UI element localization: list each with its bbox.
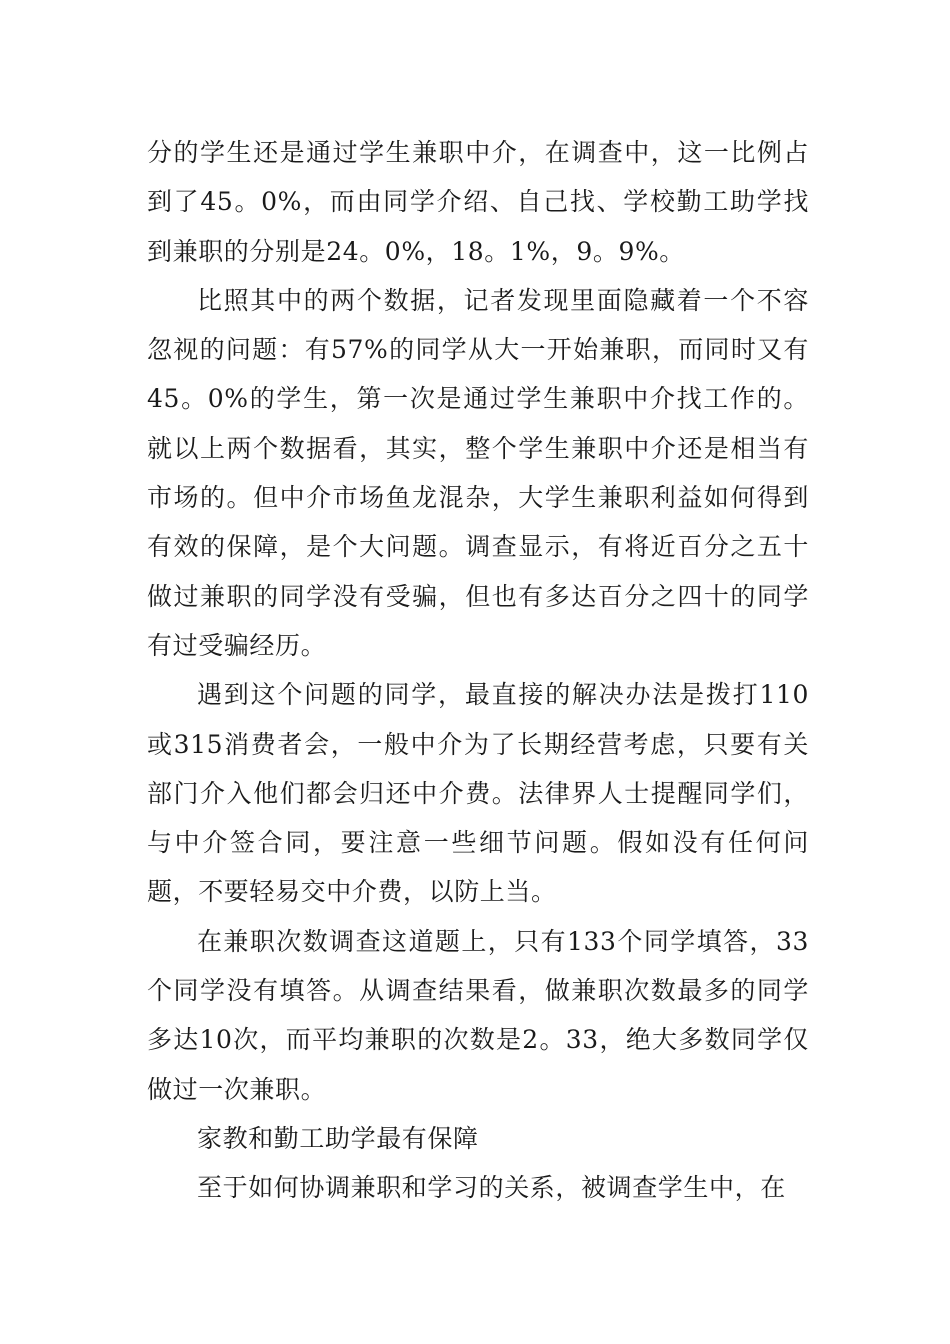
paragraph-solution-advice: 遇到这个问题的同学，最直接的解决办法是拨打110或315消费者会，一般中介为了长期经营考虑，只要有关部门介入他们都会归还中介费。法律界人士提醒同学们，与中介签合同，要注意一些细节问题。假如没有任何问题，不要轻易交中介费，以防上当。 — [147, 680, 809, 907]
paragraph-job-frequency: 在兼职次数调查这道题上，只有133个同学填答，33个同学没有填答。从调查结果看，做兼职次数最多的同学多达10次，而平均兼职的次数是2。33，绝大多数同学仅做过一次兼职。 — [147, 926, 809, 1104]
paragraph-intro-continuation: 分的学生还是通过学生兼职中介，在调查中，这一比例占到了45。0%，而由同学介绍、自己找、学校勤工助学找到兼职的分别是24。0%，18。1%，9。9%。 — [147, 138, 809, 266]
section-heading: 家教和勤工助学最有保障 — [197, 1123, 479, 1153]
paragraph-study-balance: 至于如何协调兼职和学习的关系，被调查学生中，在 — [197, 1173, 786, 1203]
paragraph-data-comparison: 比照其中的两个数据，记者发现里面隐藏着一个不容忽视的问题：有57%的同学从大一开始兼职，而同时又有45。0%的学生，第一次是通过学生兼职中介找工作的。就以上两个数据看，其实，整个学生兼职中介还是相当有市场的。但中介市场鱼龙混杂，大学生兼职利益如何得到有效的保障，是个大问题。调查显示，有将近百分之五十做过兼职的同学没有受骗，但也有多达百分之四十的同学有过受骗经历。 — [147, 285, 809, 660]
document-body — [147, 128, 809, 1213]
